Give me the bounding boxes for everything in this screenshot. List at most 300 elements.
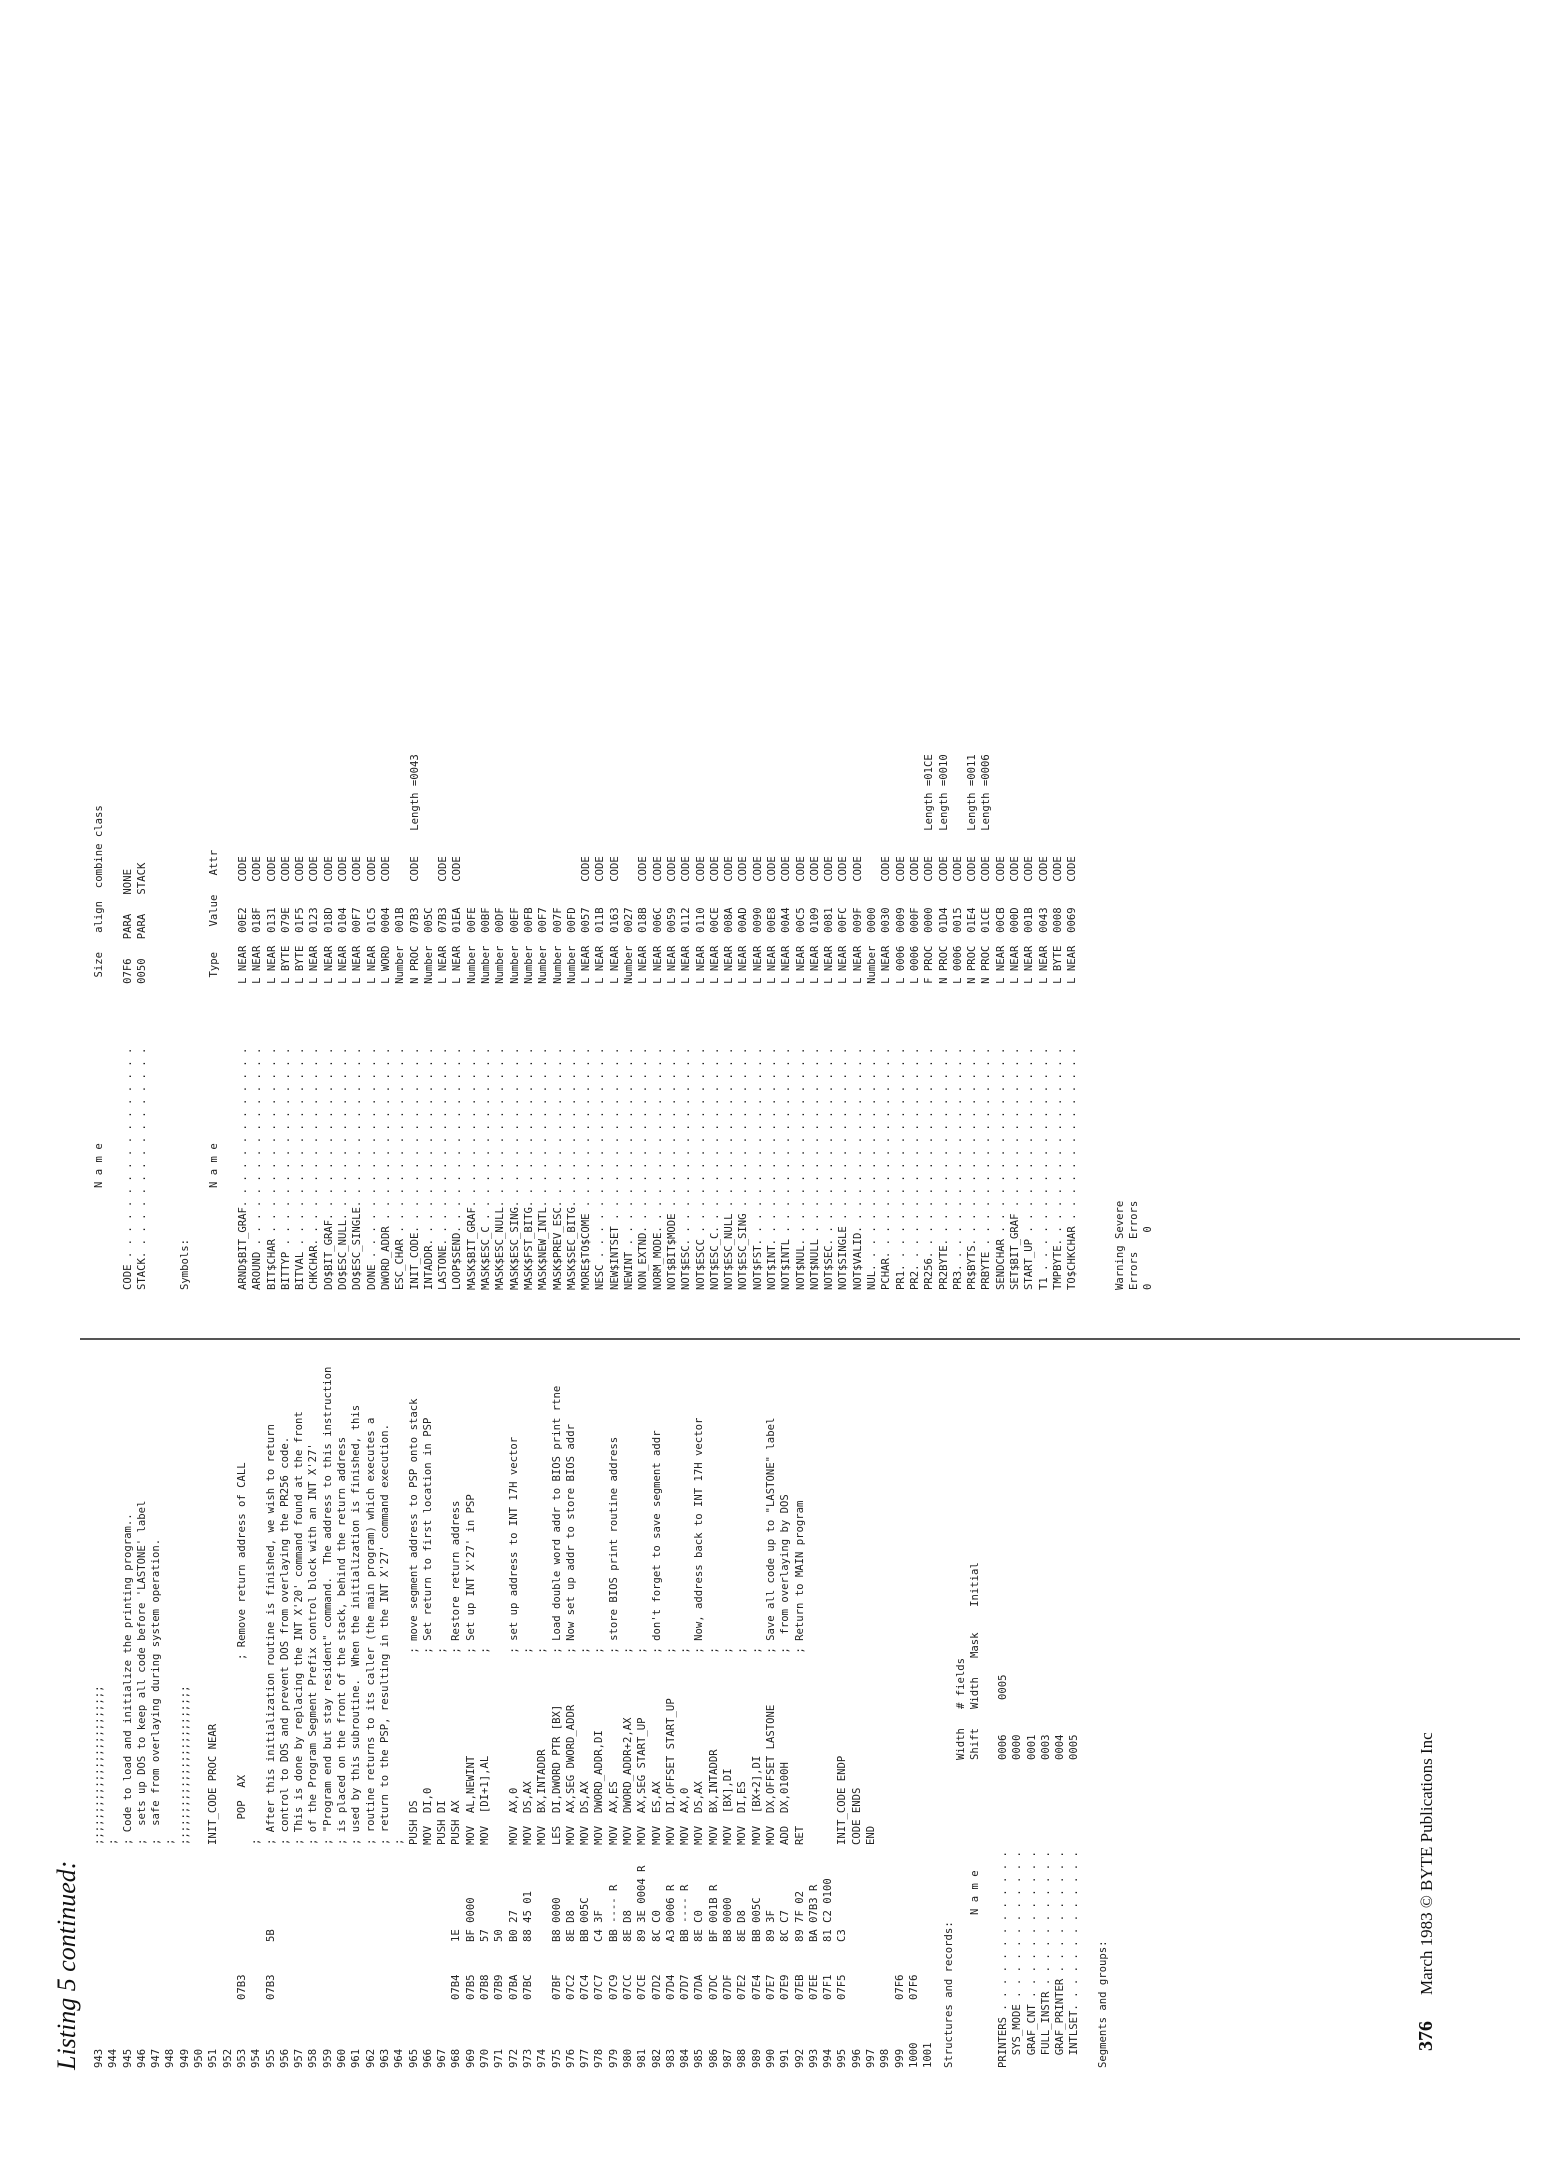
source-line: INIT_CODE ENDP <box>836 1755 849 1845</box>
source-line: PUSH AX ; Restore return address <box>450 1500 463 1845</box>
source-line: LES DI,DWORD PTR [BX] ; Load double word addr to BIOS print rtne <box>550 1385 563 1845</box>
source-line: PUSH DI ; <box>436 1647 449 1845</box>
symbol-row: START_UP . . . . . . . . . . . . . . . L NEAR 001B CODE <box>1023 856 1036 1290</box>
symbol-row: PR$BYTS. . . . . . . . . . . . . . . . N PROC 01E4 CODE Length =0011 <box>966 754 979 1290</box>
segments-heading: Segments and groups: <box>1097 1940 1109 2068</box>
source-line: ; routine returns to its caller (the main program) which executes a <box>364 1417 377 1845</box>
address: 07C9 <box>607 1974 620 2000</box>
object-bytes <box>921 1865 935 1942</box>
address <box>407 1974 421 2000</box>
warning-line-3: 0 0 <box>1142 1226 1154 1290</box>
line-number: 947 <box>150 2048 163 2068</box>
object-bytes <box>907 1865 921 1942</box>
address <box>206 1974 220 2000</box>
source-line: ; used by this subroutine. When the initialization is finished, this <box>350 1404 363 1845</box>
source-line <box>492 1367 506 1845</box>
address <box>878 1974 892 2000</box>
source-line: MOV DS,AX ; <box>579 1647 592 1845</box>
object-bytes: 8C C0 <box>650 1910 663 1942</box>
address: 07E4 <box>750 1974 763 2000</box>
address: 07C2 <box>564 1974 577 2000</box>
address <box>321 1974 335 2000</box>
line-number: 956 <box>278 2048 291 2068</box>
object-bytes: BB 005C <box>579 1897 592 1942</box>
address <box>392 1974 406 2000</box>
object-bytes: 8C C7 <box>779 1910 792 1942</box>
source-line: MOV DI,ES ; <box>736 1647 749 1845</box>
line-number: 988 <box>736 2048 749 2068</box>
symbol-row: NORM_MODE. . . . . . . . . . . . . . . L NEAR 006C CODE <box>651 856 664 1290</box>
address: 07F5 <box>836 1974 849 2000</box>
address: 07BA <box>507 1974 520 2000</box>
source-line: END <box>865 1825 878 1845</box>
symbols-heading: Symbols: <box>179 1238 191 1290</box>
symbol-row: NUL. . . . . . . . . . . . . . . . . . Number 0000 <box>866 907 879 1290</box>
address: 07F6 <box>893 1974 906 2000</box>
symbol-row: T1 . . . . . . . . . . . . . . . . . . L NEAR 0043 CODE <box>1037 856 1050 1290</box>
address: 07B9 <box>493 1974 506 2000</box>
structures-heading: Structures and records: <box>943 1921 955 2068</box>
source-line: ; sets up DOS to keep all code before 'LASTONE' label <box>135 1500 148 1845</box>
column-divider <box>80 1338 1520 1340</box>
symbol-row: NOT$SEC. . . . . . . . . . . . . . . . L NEAR 0081 CODE <box>823 856 836 1290</box>
line-number: 963 <box>378 2048 391 2068</box>
address: 07DF <box>722 1974 735 2000</box>
symbol-row: BITTYP . . . . . . . . . . . . . . . . L BYTE 079E CODE <box>279 856 292 1290</box>
structure-row <box>1025 1640 1039 2068</box>
address: 07D7 <box>679 1974 692 2000</box>
symbol-row: NOT$NULL . . . . . . . . . . . . . . . L NEAR 0109 CODE <box>808 856 821 1290</box>
symbol-row: MORE$TO$COME . . . . . . . . . . . . . L NEAR 0057 CODE <box>580 856 593 1290</box>
object-bytes: C3 <box>836 1929 849 1942</box>
page-number: 376 <box>1415 2021 1438 2051</box>
line-number: 971 <box>493 2048 506 2068</box>
object-bytes: 8E C0 <box>693 1910 706 1942</box>
object-bytes: 1E <box>450 1929 463 1942</box>
symbol-row: NOT$ESC. . . . . . . . . . . . . . . . L NEAR 0112 CODE <box>680 856 693 1290</box>
symbol-row: DO$ESC_NULL. . . . . . . . . . . . . . L NEAR 0104 CODE <box>337 856 350 1290</box>
line-number: 973 <box>521 2048 534 2068</box>
address-column <box>92 1974 936 2000</box>
line-number: 977 <box>579 2048 592 2068</box>
source-line: MOV AX,ES ; store BIOS print routine address <box>607 1436 620 1845</box>
symbol-row: INIT_CODE. . . . . . . . . . . . . . . N PROC 07B3 CODE Length =0043 <box>408 754 421 1290</box>
symbol-row: TMPBYTE. . . . . . . . . . . . . . . . L BYTE 0008 CODE <box>1051 856 1064 1290</box>
symbol-row: CHKCHAR. . . . . . . . . . . . . . . . L NEAR 0123 CODE <box>308 856 321 1290</box>
source-line: MOV ES,AX ; don't forget to save segment addr <box>650 1430 663 1845</box>
line-number: 1000 <box>907 2042 920 2068</box>
symbol-row: MASK$NEW_INTL. . . . . . . . . . . . . Number 00F7 <box>537 907 550 1290</box>
address <box>535 1974 549 2000</box>
line-number: 962 <box>364 2048 377 2068</box>
object-bytes <box>392 1865 406 1942</box>
line-number: 996 <box>850 2048 863 2068</box>
source-line: INIT_CODE PROC NEAR <box>207 1723 220 1845</box>
segment-row: STACK. . . . . . . . . . . . . . . . . 0050 PARA STACK <box>136 862 149 1290</box>
source-line: MOV BX,INTADDR ; <box>707 1647 720 1845</box>
source-line: ; <box>107 1838 120 1845</box>
line-number: 994 <box>822 2048 835 2068</box>
symbol-row: NOT$BIT$MODE . . . . . . . . . . . . . L NEAR 0059 CODE <box>665 856 678 1290</box>
symbol-row: BIT$CHAR . . . . . . . . . . . . . . . L NEAR 0131 CODE <box>265 856 278 1290</box>
object-bytes <box>292 1865 306 1942</box>
line-number: 980 <box>621 2048 634 2068</box>
line-number: 958 <box>307 2048 320 2068</box>
source-line: MOV DI,OFFSET START_UP ; <box>664 1647 677 1845</box>
line-number: 943 <box>93 2048 105 2068</box>
symbol-row: SET$BIT_GRAF . . . . . . . . . . . . . L NEAR 000D CODE <box>1009 856 1022 1290</box>
structures-table <box>996 1640 1082 2068</box>
object-bytes <box>149 1865 163 1942</box>
source-line: MOV AX,SEG START_UP ; <box>636 1647 649 1845</box>
symbol-row: NOT$ESC_C. . . . . . . . . . . . . . . L NEAR 00CE CODE <box>708 856 721 1290</box>
line-number: 981 <box>636 2048 649 2068</box>
object-bytes <box>235 1865 249 1942</box>
structure-row <box>1067 1640 1081 2068</box>
symbol-row: MASK$PREV_ESC. . . . . . . . . . . . . Number 007F <box>551 907 564 1290</box>
line-number: 948 <box>164 2048 177 2068</box>
object-bytes: 57 <box>479 1929 492 1942</box>
source-line: ; control to DOS and prevent DOS from overlaying the PR256 code. <box>278 1436 291 1845</box>
object-bytes: BB ---- R <box>607 1884 620 1942</box>
symbol-row: MASK$FST_BITG. . . . . . . . . . . . . Number 00FB <box>522 907 535 1290</box>
source-line: MOV BX,INTADDR ; <box>536 1647 549 1845</box>
structure-row <box>1053 1640 1067 2068</box>
symbol-row: LOOP$SEND. . . . . . . . . . . . . . . L NEAR 01EA CODE <box>451 856 464 1290</box>
address: 07EB <box>793 1974 806 2000</box>
object-bytes <box>435 1865 449 1942</box>
symbol-row: PR256. . . . . . . . . . . . . . . . . F PROC 0000 CODE Length =01CE <box>923 754 936 1290</box>
object-bytes <box>893 1865 907 1942</box>
structure-shift: 0005 <box>1068 1734 1081 1760</box>
object-bytes: A3 0006 R <box>664 1884 677 1942</box>
symbol-row: DWORD_ADDR . . . . . . . . . . . . . . L WORD 0004 CODE <box>379 856 392 1290</box>
line-number: 966 <box>421 2048 434 2068</box>
structure-name: GRAF_PRINTER . . . . . . . . . . <box>1054 1851 1067 2068</box>
structure-shift: 0004 <box>1054 1734 1067 1760</box>
object-bytes: BB ---- R <box>679 1884 692 1942</box>
source-line: MOV DS,AX ; <box>521 1647 534 1845</box>
structure-row <box>1010 1640 1024 2068</box>
line-number: 978 <box>593 2048 606 2068</box>
line-number: 968 <box>450 2048 463 2068</box>
source-line <box>821 1367 835 1845</box>
structure-shift: 0006 <box>997 1734 1009 1760</box>
symbol-row: PRBYTE . . . . . . . . . . . . . . . . N PROC 01CE CODE Length =0006 <box>980 754 993 1290</box>
symbols-table <box>236 754 1080 1290</box>
address: 07D4 <box>664 1974 677 2000</box>
address <box>121 1974 135 2000</box>
object-bytes <box>121 1865 135 1942</box>
line-number: 955 <box>264 2048 277 2068</box>
symbol-row: SENDCHAR . . . . . . . . . . . . . . . L NEAR 00CB CODE <box>994 856 1007 1290</box>
symbol-row: MASK$SEC_BITG. . . . . . . . . . . . . Number 00FD <box>565 907 578 1290</box>
structures-col-header-2: Shift Width Mask Initial <box>969 1562 981 1760</box>
address: 07BC <box>521 1974 534 2000</box>
source-line: MOV AX,SEG DWORD_ADDR ; Now set up addr to store BIOS addr <box>564 1424 577 1845</box>
source-line <box>807 1367 821 1845</box>
line-number: 997 <box>865 2048 878 2068</box>
source-line: ; is placed on the front of the stack, behind the return address <box>336 1436 349 1845</box>
source-line: ; "Program end but stay resident" command. The address to this instruction <box>321 1366 334 1845</box>
line-number: 1001 <box>922 2042 935 2068</box>
symbol-row: PR1. . . . . . . . . . . . . . . . . . L 0006 0009 CODE <box>894 856 907 1290</box>
source-line: ;;;;;;;;;;;;;;;;;;;;;;;;; <box>178 1685 191 1845</box>
object-bytes: 8E D8 <box>736 1910 749 1942</box>
structure-name: SYS_MODE . . . . . . . . . . . . <box>1011 1851 1024 2068</box>
line-number: 960 <box>336 2048 349 2068</box>
object-bytes <box>92 1865 106 1942</box>
source-line: MOV DWORD_ADDR,DI ; <box>593 1647 606 1845</box>
symbol-row: PR2. . . . . . . . . . . . . . . . . . L 0006 000F CODE <box>908 856 921 1290</box>
object-bytes: B0 27 <box>507 1910 520 1942</box>
source-line: ; After this initialization routine is finished, we wish to return <box>264 1424 277 1845</box>
object-bytes <box>878 1865 892 1942</box>
object-bytes <box>335 1865 349 1942</box>
symbol-row: PR2BYTE. . . . . . . . . . . . . . . . N PROC 01D4 CODE Length =0010 <box>937 754 950 1290</box>
structures-col-header-1: Width # fields <box>955 1657 967 1760</box>
line-number: 972 <box>507 2048 520 2068</box>
line-number: 979 <box>607 2048 620 2068</box>
object-bytes <box>364 1865 378 1942</box>
source-line <box>192 1367 206 1845</box>
address: 07E2 <box>736 1974 749 2000</box>
source-line: ; This is done by replacing the INT X'20' command found at the front <box>293 1411 306 1845</box>
address <box>421 1974 435 2000</box>
object-bytes <box>407 1865 421 1942</box>
symbol-row: NEWINT . . . . . . . . . . . . . . . . Number 0027 <box>623 907 636 1290</box>
address <box>178 1974 192 2000</box>
line-number: 951 <box>207 2048 220 2068</box>
source-line: ; <box>250 1838 263 1845</box>
object-bytes <box>378 1865 392 1942</box>
line-number: 983 <box>664 2048 677 2068</box>
source-line: ; return to the PSP, resulting in the INT X'27' command execution. <box>378 1424 391 1845</box>
address: 07E7 <box>764 1974 777 2000</box>
object-bytes: BF 0000 <box>464 1897 477 1942</box>
line-number: 987 <box>722 2048 735 2068</box>
source-line: MOV DWORD_ADDR+2,AX ; <box>621 1647 634 1845</box>
line-number: 993 <box>807 2048 820 2068</box>
line-number: 949 <box>178 2048 191 2068</box>
object-bytes <box>249 1865 263 1942</box>
address: 07F1 <box>822 1974 835 2000</box>
address: 07C7 <box>593 1974 606 2000</box>
symbol-row: NOT$ESC_SING . . . . . . . . . . . . . L NEAR 00AD CODE <box>737 856 750 1290</box>
object-bytes <box>135 1865 149 1942</box>
address: 07B4 <box>450 1974 463 2000</box>
line-number: 944 <box>107 2048 120 2068</box>
object-bytes <box>850 1865 864 1942</box>
symbol-row: MASK$ESC_NULL. . . . . . . . . . . . . Number 00DF <box>494 907 507 1290</box>
line-number: 992 <box>793 2048 806 2068</box>
address <box>306 1974 320 2000</box>
segment-row: CODE . . . . . . . . . . . . . . . . . 07F6 PARA NONE <box>122 869 134 1290</box>
object-bytes <box>278 1865 292 1942</box>
segments-header: N a m e Size align combine class <box>93 805 105 1290</box>
symbol-row: MASK$ESC_SING. . . . . . . . . . . . . Number 00EF <box>508 907 521 1290</box>
source-line: ; <box>164 1838 177 1845</box>
address <box>335 1974 349 2000</box>
address <box>106 1974 120 2000</box>
address: 07D2 <box>650 1974 663 2000</box>
line-number: 964 <box>393 2048 406 2068</box>
line-number-column <box>92 2042 936 2068</box>
object-bytes <box>349 1865 363 1942</box>
symbol-row: NOT$INT. . . . . . . . . . . . . . . . L NEAR 00E8 CODE <box>765 856 778 1290</box>
address <box>221 1974 235 2000</box>
line-number: 985 <box>693 2048 706 2068</box>
source-line: MOV [BX+2],DI ; <box>750 1647 763 1845</box>
address <box>163 1974 177 2000</box>
source-line: MOV DS,AX ; Now, address back to INT 17H vector <box>693 1417 706 1845</box>
object-bytes: B8 0000 <box>722 1897 735 1942</box>
line-number: 945 <box>121 2048 134 2068</box>
source-column <box>92 1367 878 1845</box>
structure-shift: 0003 <box>1039 1734 1052 1760</box>
line-number: 990 <box>764 2048 777 2068</box>
address <box>192 1974 206 2000</box>
source-line: MOV DX,OFFSET LASTONE ; Save all code up to "LASTONE" label <box>764 1417 777 1845</box>
line-number: 999 <box>893 2048 906 2068</box>
line-number: 986 <box>707 2048 720 2068</box>
line-number: 984 <box>679 2048 692 2068</box>
address <box>378 1974 392 2000</box>
symbol-row: NEW$INTSET . . . . . . . . . . . . . . L NEAR 0163 CODE <box>608 856 621 1290</box>
symbols-header: N a m e Type Value Attr <box>208 849 220 1290</box>
object-bytes <box>106 1865 120 1942</box>
source-line: ;;;;;;;;;;;;;;;;;;;;;;;;; <box>93 1685 105 1845</box>
line-number: 957 <box>293 2048 306 2068</box>
address: 07DA <box>693 1974 706 2000</box>
object-bytes <box>178 1865 192 1942</box>
object-bytes <box>321 1865 335 1942</box>
source-line: PUSH DS ; move segment address to PSP onto stack <box>407 1398 420 1845</box>
address: 07CC <box>621 1974 634 2000</box>
symbol-row: NOT$FST. . . . . . . . . . . . . . . . L NEAR 0090 CODE <box>751 856 764 1290</box>
source-line: ; of the Program Segment Prefix control block with an INT X'27' <box>307 1443 320 1845</box>
line-number: 995 <box>836 2048 849 2068</box>
footer <box>1405 1732 1449 2068</box>
address: 07B3 <box>264 1974 277 2000</box>
object-bytes <box>421 1865 435 1942</box>
object-bytes <box>306 1865 320 1942</box>
address: 07BF <box>550 1974 563 2000</box>
address <box>349 1974 363 2000</box>
symbol-row: DONE . . . . . . . . . . . . . . . . . L NEAR 01C5 CODE <box>365 856 378 1290</box>
source-line: ; Code to load and initialize the printing program.. <box>121 1513 134 1845</box>
listing-caption: Listing 5 continued: <box>52 1860 81 2070</box>
symbol-row: NOT$NUL. . . . . . . . . . . . . . . . L NEAR 00C5 CODE <box>794 856 807 1290</box>
symbol-row: NOT$VALID. . . . . . . . . . . . . . . L NEAR 009F CODE <box>851 856 864 1290</box>
address <box>850 1974 864 2000</box>
line-number: 974 <box>536 2048 549 2068</box>
line-number: 998 <box>879 2048 892 2068</box>
symbol-row: NOT$INTL . . . . . . . . . . . . . . . L NEAR 00A4 CODE <box>780 856 793 1290</box>
address: 07B8 <box>479 1974 492 2000</box>
address: 07B5 <box>464 1974 477 2000</box>
object-bytes: BF 001B R <box>707 1884 720 1942</box>
line-number: 946 <box>135 2048 148 2068</box>
object-bytes: 8E D8 <box>621 1910 634 1942</box>
structure-row <box>1039 1640 1053 2068</box>
warning-line-1: Warning Severe <box>1114 1200 1126 1290</box>
address <box>92 1974 106 2000</box>
object-bytes <box>535 1865 549 1942</box>
source-line: RET ; Return to MAIN program <box>793 1500 806 1845</box>
symbol-row: INTADDR. . . . . . . . . . . . . . . . Number 005C <box>422 907 435 1290</box>
structure-row <box>996 1640 1010 2068</box>
structure-shift: 0001 <box>1025 1734 1038 1760</box>
source-line: ADD DX,0100H ; from overlaying by DOS <box>779 1494 792 1845</box>
line-number: 965 <box>407 2048 420 2068</box>
bytes-column <box>92 1865 936 1942</box>
publication-line: March 1983 © BYTE Publications Inc <box>1417 1732 1437 1995</box>
object-bytes: 88 45 01 <box>521 1890 534 1942</box>
segments-table <box>121 863 150 1290</box>
address: 07DC <box>707 1974 720 2000</box>
address: 07EE <box>807 1974 820 2000</box>
object-bytes <box>864 1865 878 1942</box>
object-bytes: BB 005C <box>750 1897 763 1942</box>
line-number: 952 <box>221 2048 234 2068</box>
structure-name: GRAF_CNT . . . . . . . . . . . . <box>1025 1851 1038 2068</box>
address: 07C4 <box>579 1974 592 2000</box>
line-number: 950 <box>193 2048 206 2068</box>
object-bytes <box>221 1865 235 1942</box>
structures-name-header: N a m e <box>969 1870 981 1915</box>
symbol-row: ESC_CHAR . . . . . . . . . . . . . . . Number 001B <box>394 907 407 1290</box>
object-bytes: 8E D8 <box>564 1910 577 1942</box>
symbol-row: NESC . . . . . . . . . . . . . . . . . L NEAR 011B CODE <box>594 856 607 1290</box>
symbol-row: PR3. . . . . . . . . . . . . . . . . . L 0006 0015 CODE <box>951 856 964 1290</box>
structure-name: PRINTERS . . . . . . . . . . . . . <box>997 1851 1009 2068</box>
symbol-row: ARND$BIT_GRAF. . . . . . . . . . . . . L NEAR 00E2 CODE <box>237 856 249 1290</box>
source-line: MOV DI,0 ; Set return to first location in PSP <box>421 1417 434 1845</box>
line-number: 961 <box>350 2048 363 2068</box>
line-number: 989 <box>750 2048 763 2068</box>
symbol-row: DO$BIT_GRAF. . . . . . . . . . . . . . L NEAR 018D CODE <box>322 856 335 1290</box>
symbol-row: PCHAR. . . . . . . . . . . . . . . . . L NEAR 0030 CODE <box>880 856 893 1290</box>
object-bytes: BA 07B3 R <box>807 1884 820 1942</box>
line-number: 967 <box>436 2048 449 2068</box>
symbol-row: BITVAL . . . . . . . . . . . . . . . . L BYTE 01F5 CODE <box>294 856 307 1290</box>
address <box>278 1974 292 2000</box>
symbol-row: NOT$SINGLE . . . . . . . . . . . . . . L NEAR 00FC CODE <box>837 856 850 1290</box>
address <box>135 1974 149 2000</box>
source-line: ; safe from overlaying during system operation. <box>150 1538 163 1845</box>
source-line: MOV [DI+1],AL ; <box>479 1647 492 1845</box>
source-line: MOV AX,0 ; set up address to INT 17H vector <box>507 1436 520 1845</box>
object-bytes: 89 3E 0004 R <box>636 1865 649 1942</box>
object-bytes: 89 7F 02 <box>793 1890 806 1942</box>
symbol-row: TO$CHKCHAR . . . . . . . . . . . . . . L NEAR 0069 CODE <box>1066 856 1079 1290</box>
line-number: 959 <box>321 2048 334 2068</box>
address <box>864 1974 878 2000</box>
address <box>921 1974 935 2000</box>
address <box>149 1974 163 2000</box>
address: 07B3 <box>235 1974 248 2000</box>
line-number: 969 <box>464 2048 477 2068</box>
object-bytes: C4 3F <box>593 1910 606 1942</box>
object-bytes <box>192 1865 206 1942</box>
line-number: 982 <box>650 2048 663 2068</box>
object-bytes: 5B <box>264 1929 277 1942</box>
address: 07F6 <box>907 1974 920 2000</box>
symbol-row: MASK$ESC_C . . . . . . . . . . . . . . Number 00BF <box>480 907 493 1290</box>
structure-name: INTLSET. . . . . . . . . . . . . <box>1068 1851 1081 2068</box>
source-line: POP AX ; Remove return address of CALL <box>235 1462 248 1845</box>
